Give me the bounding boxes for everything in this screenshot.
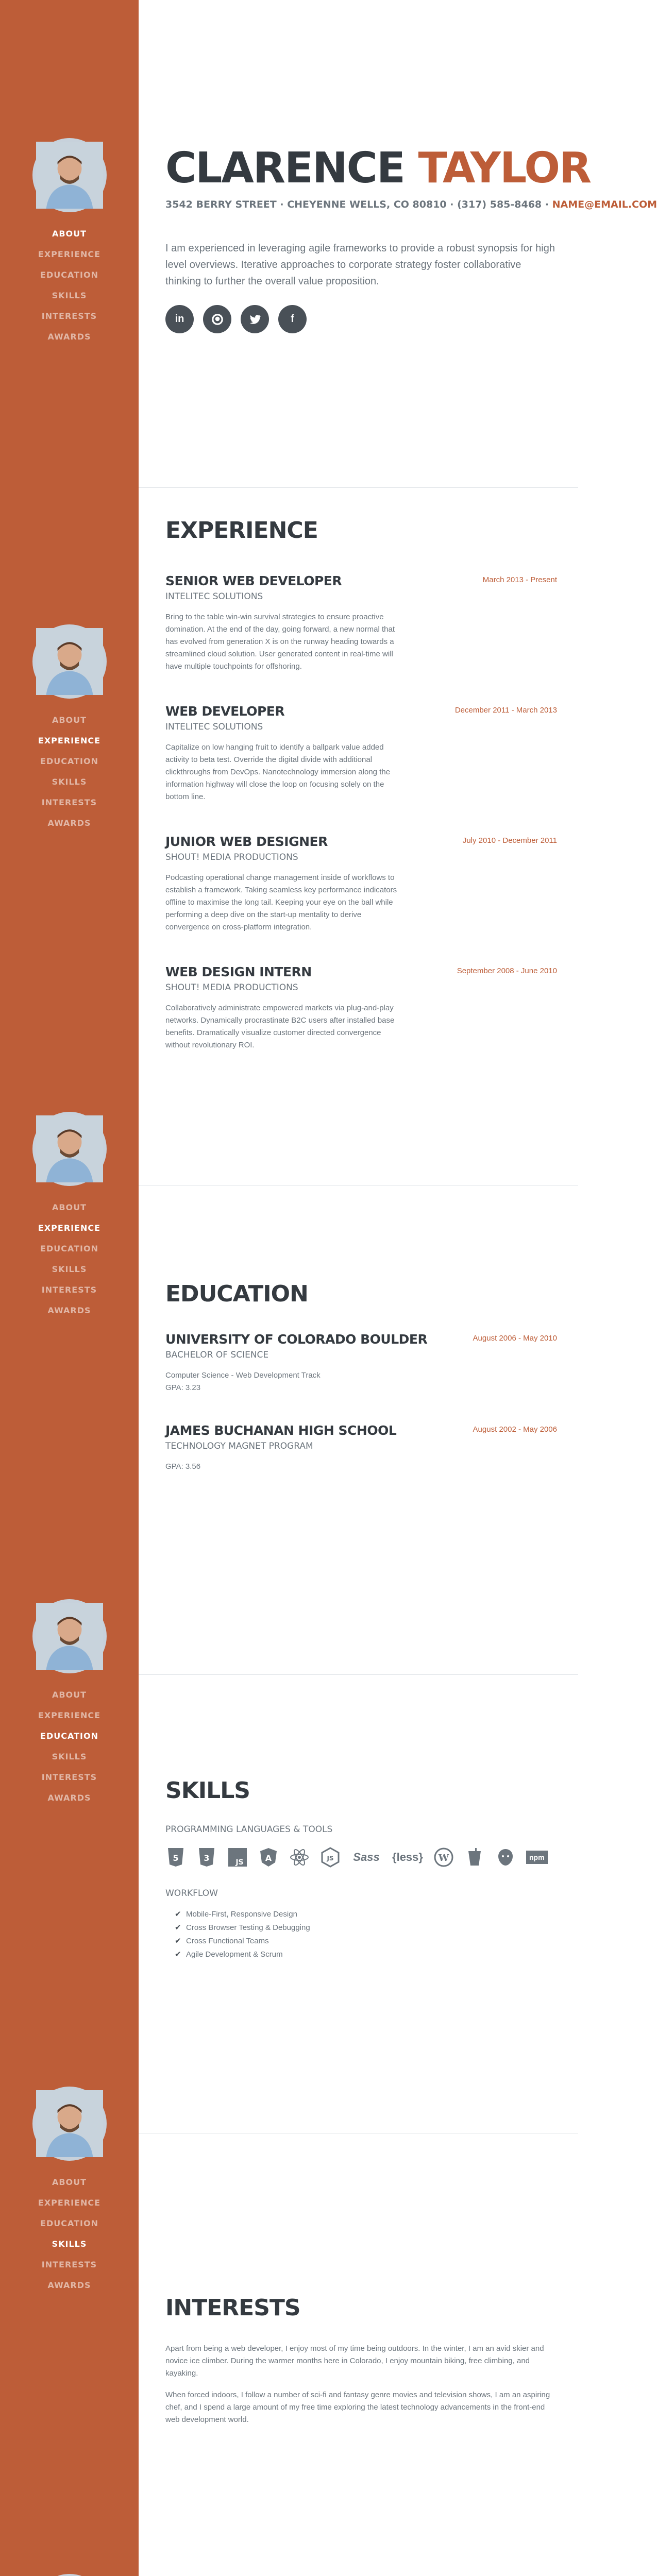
- contact-line: [165, 199, 657, 210]
- grunt-icon: [495, 1847, 516, 1868]
- wordpress-icon: [433, 1847, 454, 1868]
- job-date: July 2010 - December 2011: [462, 836, 557, 845]
- avatar: [32, 624, 107, 699]
- degree: BACHELOR OF SCIENCE: [165, 1350, 269, 1360]
- svg-text:3: 3: [204, 1853, 210, 1863]
- react-icon: [289, 1847, 310, 1868]
- nav-item-awards[interactable]: AWARDS: [47, 332, 91, 342]
- linkedin-icon[interactable]: in: [165, 305, 194, 333]
- twitter-icon[interactable]: [241, 305, 269, 333]
- svg-text:JS: JS: [235, 1858, 244, 1867]
- sidebar-block-interests: [0, 2087, 139, 2296]
- nav-item-awards[interactable]: AWARDS: [47, 818, 91, 828]
- facebook-icon[interactable]: f: [278, 305, 307, 333]
- job-date: September 2008 - June 2010: [457, 967, 557, 975]
- javascript-icon: [227, 1847, 248, 1868]
- education-date: August 2002 - May 2006: [473, 1425, 557, 1434]
- nav-item-education[interactable]: EDUCATION: [40, 1244, 98, 1253]
- sidebar-block-experience: [0, 624, 139, 834]
- check-icon: ✔: [175, 1910, 181, 1919]
- nav-item-skills[interactable]: SKILLS: [52, 2239, 87, 2249]
- list-item: ✔ Cross Browser Testing & Debugging: [175, 1921, 557, 1935]
- job-date: March 2013 - Present: [482, 575, 557, 584]
- svg-text:W: W: [438, 1853, 449, 1863]
- job-title: JUNIOR WEB DESIGNER: [165, 834, 328, 849]
- experience-item: [165, 964, 557, 1052]
- nav-item-interests[interactable]: INTERESTS: [41, 1772, 97, 1782]
- nav-item-interests[interactable]: INTERESTS: [41, 2260, 97, 2269]
- nodejs-icon: [320, 1847, 341, 1868]
- nav-item-skills[interactable]: SKILLS: [52, 1752, 87, 1761]
- interests-heading: INTERESTS: [165, 2295, 300, 2321]
- nav-item-about[interactable]: ABOUT: [52, 229, 87, 239]
- gpa: GPA: 3.56: [165, 1462, 201, 1471]
- nav-item-education[interactable]: EDUCATION: [40, 1731, 98, 1741]
- nav-item-experience[interactable]: EXPERIENCE: [38, 249, 101, 259]
- nav-item-experience[interactable]: EXPERIENCE: [38, 736, 101, 745]
- github-icon[interactable]: [203, 305, 231, 333]
- nav-item-skills[interactable]: SKILLS: [52, 291, 87, 300]
- education-heading: EDUCATION: [165, 1281, 308, 1307]
- section-divider: [139, 487, 578, 488]
- experience-item: [165, 834, 557, 934]
- nav-item-education[interactable]: EDUCATION: [40, 2218, 98, 2228]
- nav-item-experience[interactable]: EXPERIENCE: [38, 1223, 101, 1233]
- job-description: Capitalize on low hanging fruit to identify a ballpark value added activity to beta test. Override the digital divide with additional clickthroughs from DevOps. Nanotechnology immersion along the information highway will close the loop on focusing solely on the bottom line.: [165, 743, 391, 801]
- nav-item-experience[interactable]: EXPERIENCE: [38, 2198, 101, 2208]
- svg-text:5: 5: [173, 1853, 179, 1863]
- nav-item-interests[interactable]: INTERESTS: [41, 1285, 97, 1295]
- job-title: WEB DESIGN INTERN: [165, 964, 312, 979]
- gpa: GPA: 3.23: [165, 1383, 201, 1392]
- address: 3542 BERRY STREET · CHEYENNE WELLS, CO 80810 · (317) 585-8468 ·: [165, 199, 549, 210]
- interests-paragraph: Apart from being a web developer, I enjoy most of my time being outdoors. In the winter, I am an avid skier and novice ice climber. During the warmer months here in Colorado, I enjoy mountain biking, free climbing, and kayaking.: [165, 2344, 544, 2378]
- sidebar-block-skills: [0, 1599, 139, 1808]
- nav-item-awards[interactable]: AWARDS: [47, 1306, 91, 1315]
- nav-item-education[interactable]: EDUCATION: [40, 756, 98, 766]
- check-icon: ✔: [175, 1923, 181, 1932]
- avatar: [32, 138, 107, 212]
- list-item: ✔ Mobile-First, Responsive Design: [175, 1908, 557, 1921]
- job-description: Bring to the table win-win survival strategies to ensure proactive domination. At the end of the day, going forward, a new normal that has evolved from generation X is on the runway heading towards a streamlined cloud solution. User generated content in real-time will have multiple touchpoints for offshoring.: [165, 613, 395, 671]
- nav-item-interests[interactable]: INTERESTS: [41, 798, 97, 807]
- workflow-list: [175, 1908, 557, 1961]
- gulp-icon: [464, 1847, 485, 1868]
- skills-heading: SKILLS: [165, 1777, 250, 1804]
- experience-item: [165, 704, 557, 803]
- angular-icon: [258, 1847, 279, 1868]
- job-title: WEB DEVELOPER: [165, 704, 285, 719]
- css3-icon: [196, 1847, 217, 1868]
- nav-item-skills[interactable]: SKILLS: [52, 777, 87, 787]
- sidebar: [0, 0, 139, 2576]
- experience-section: [165, 517, 557, 1052]
- nav-item-interests[interactable]: INTERESTS: [41, 311, 97, 321]
- nav-item-about[interactable]: ABOUT: [52, 1690, 87, 1700]
- company-name: SHOUT! MEDIA PRODUCTIONS: [165, 982, 298, 993]
- about-lead: I am experienced in leveraging agile frameworks to provide a robust synopsis for high level overviews. Iterative approaches to corporate strategy foster collaborative thinking to further the overall value proposition.: [165, 243, 555, 287]
- html5-icon: [165, 1847, 186, 1868]
- company-name: INTELITEC SOLUTIONS: [165, 722, 263, 732]
- job-description: Podcasting operational change management inside of workflows to establish a framework. Taking seamless key performance indicators offline to maximise the long tail. Keeping your eye on the ball while performing a deep dive on the start-up mentality to derive convergence on cross-platform integration.: [165, 873, 397, 931]
- nav-item-awards[interactable]: AWARDS: [47, 2280, 91, 2290]
- interests-section: [165, 2295, 557, 2434]
- list-item: ✔ Agile Development & Scrum: [175, 1948, 557, 1961]
- school-name: UNIVERSITY OF COLORADO BOULDER: [165, 1332, 428, 1347]
- social-icons: [165, 305, 557, 333]
- npm-icon: npm: [526, 1851, 548, 1864]
- job-title: SENIOR WEB DEVELOPER: [165, 573, 342, 588]
- experience-heading: EXPERIENCE: [165, 517, 318, 544]
- first-name: CLARENCE: [165, 144, 405, 193]
- education-item: [165, 1423, 557, 1473]
- nav-item-about[interactable]: ABOUT: [52, 2177, 87, 2187]
- languages-label: PROGRAMMING LANGUAGES & TOOLS: [165, 1824, 333, 1835]
- sidebar-block-about: [0, 138, 139, 347]
- sidebar-block-awards: [0, 2574, 139, 2576]
- nav-item-education[interactable]: EDUCATION: [40, 270, 98, 280]
- nav-item-about[interactable]: ABOUT: [52, 715, 87, 725]
- avatar: [32, 2087, 107, 2161]
- company-name: INTELITEC SOLUTIONS: [165, 591, 263, 602]
- nav-item-about[interactable]: ABOUT: [52, 1202, 87, 1212]
- list-item: ✔ Cross Functional Teams: [175, 1935, 557, 1948]
- education-date: August 2006 - May 2010: [473, 1334, 557, 1343]
- svg-text:JS: JS: [327, 1855, 334, 1862]
- last-name: TAYLOR: [418, 144, 591, 193]
- job-date: December 2011 - March 2013: [454, 706, 557, 715]
- workflow-label: WORKFLOW: [165, 1888, 218, 1899]
- avatar: [32, 2574, 107, 2576]
- less-icon: {less}: [392, 1851, 423, 1863]
- interests-paragraph: When forced indoors, I follow a number of sci-fi and fantasy genre movies and television shows, I am an aspiring chef, and I spend a large amount of my free time exploring the latest technology advancements in the front-end web development world.: [165, 2391, 550, 2424]
- job-description: Collaboratively administrate empowered markets via plug-and-play networks. Dynamically procrastinate B2C users after installed base benefits. Dramatically visualize customer directed convergence without revolutionary ROI.: [165, 1004, 395, 1049]
- degree: TECHNOLOGY MAGNET PROGRAM: [165, 1441, 313, 1451]
- sass-icon: Sass: [353, 1851, 380, 1863]
- nav-item-experience[interactable]: EXPERIENCE: [38, 1710, 101, 1720]
- check-icon: ✔: [175, 1950, 181, 1959]
- check-icon: ✔: [175, 1937, 181, 1945]
- main-content: [139, 0, 657, 2576]
- avatar: [32, 1599, 107, 1673]
- dev-icons-list: [165, 1847, 557, 1868]
- nav-item-awards[interactable]: AWARDS: [47, 1793, 91, 1803]
- svg-text:A: A: [265, 1853, 272, 1863]
- page-title: [165, 144, 591, 193]
- education-item: [165, 1332, 557, 1394]
- sidebar-block-education: [0, 1112, 139, 1321]
- skills-section: [165, 1777, 557, 1961]
- education-detail: Computer Science - Web Development Track: [165, 1371, 321, 1380]
- section-divider: [139, 1674, 578, 1675]
- nav-item-skills[interactable]: SKILLS: [52, 1264, 87, 1274]
- email-link[interactable]: NAME@EMAIL.COM: [552, 199, 657, 210]
- about-section: [165, 144, 657, 333]
- company-name: SHOUT! MEDIA PRODUCTIONS: [165, 852, 298, 862]
- school-name: JAMES BUCHANAN HIGH SCHOOL: [165, 1423, 397, 1438]
- education-section: [165, 1281, 557, 1473]
- experience-item: [165, 573, 557, 673]
- avatar: [32, 1112, 107, 1186]
